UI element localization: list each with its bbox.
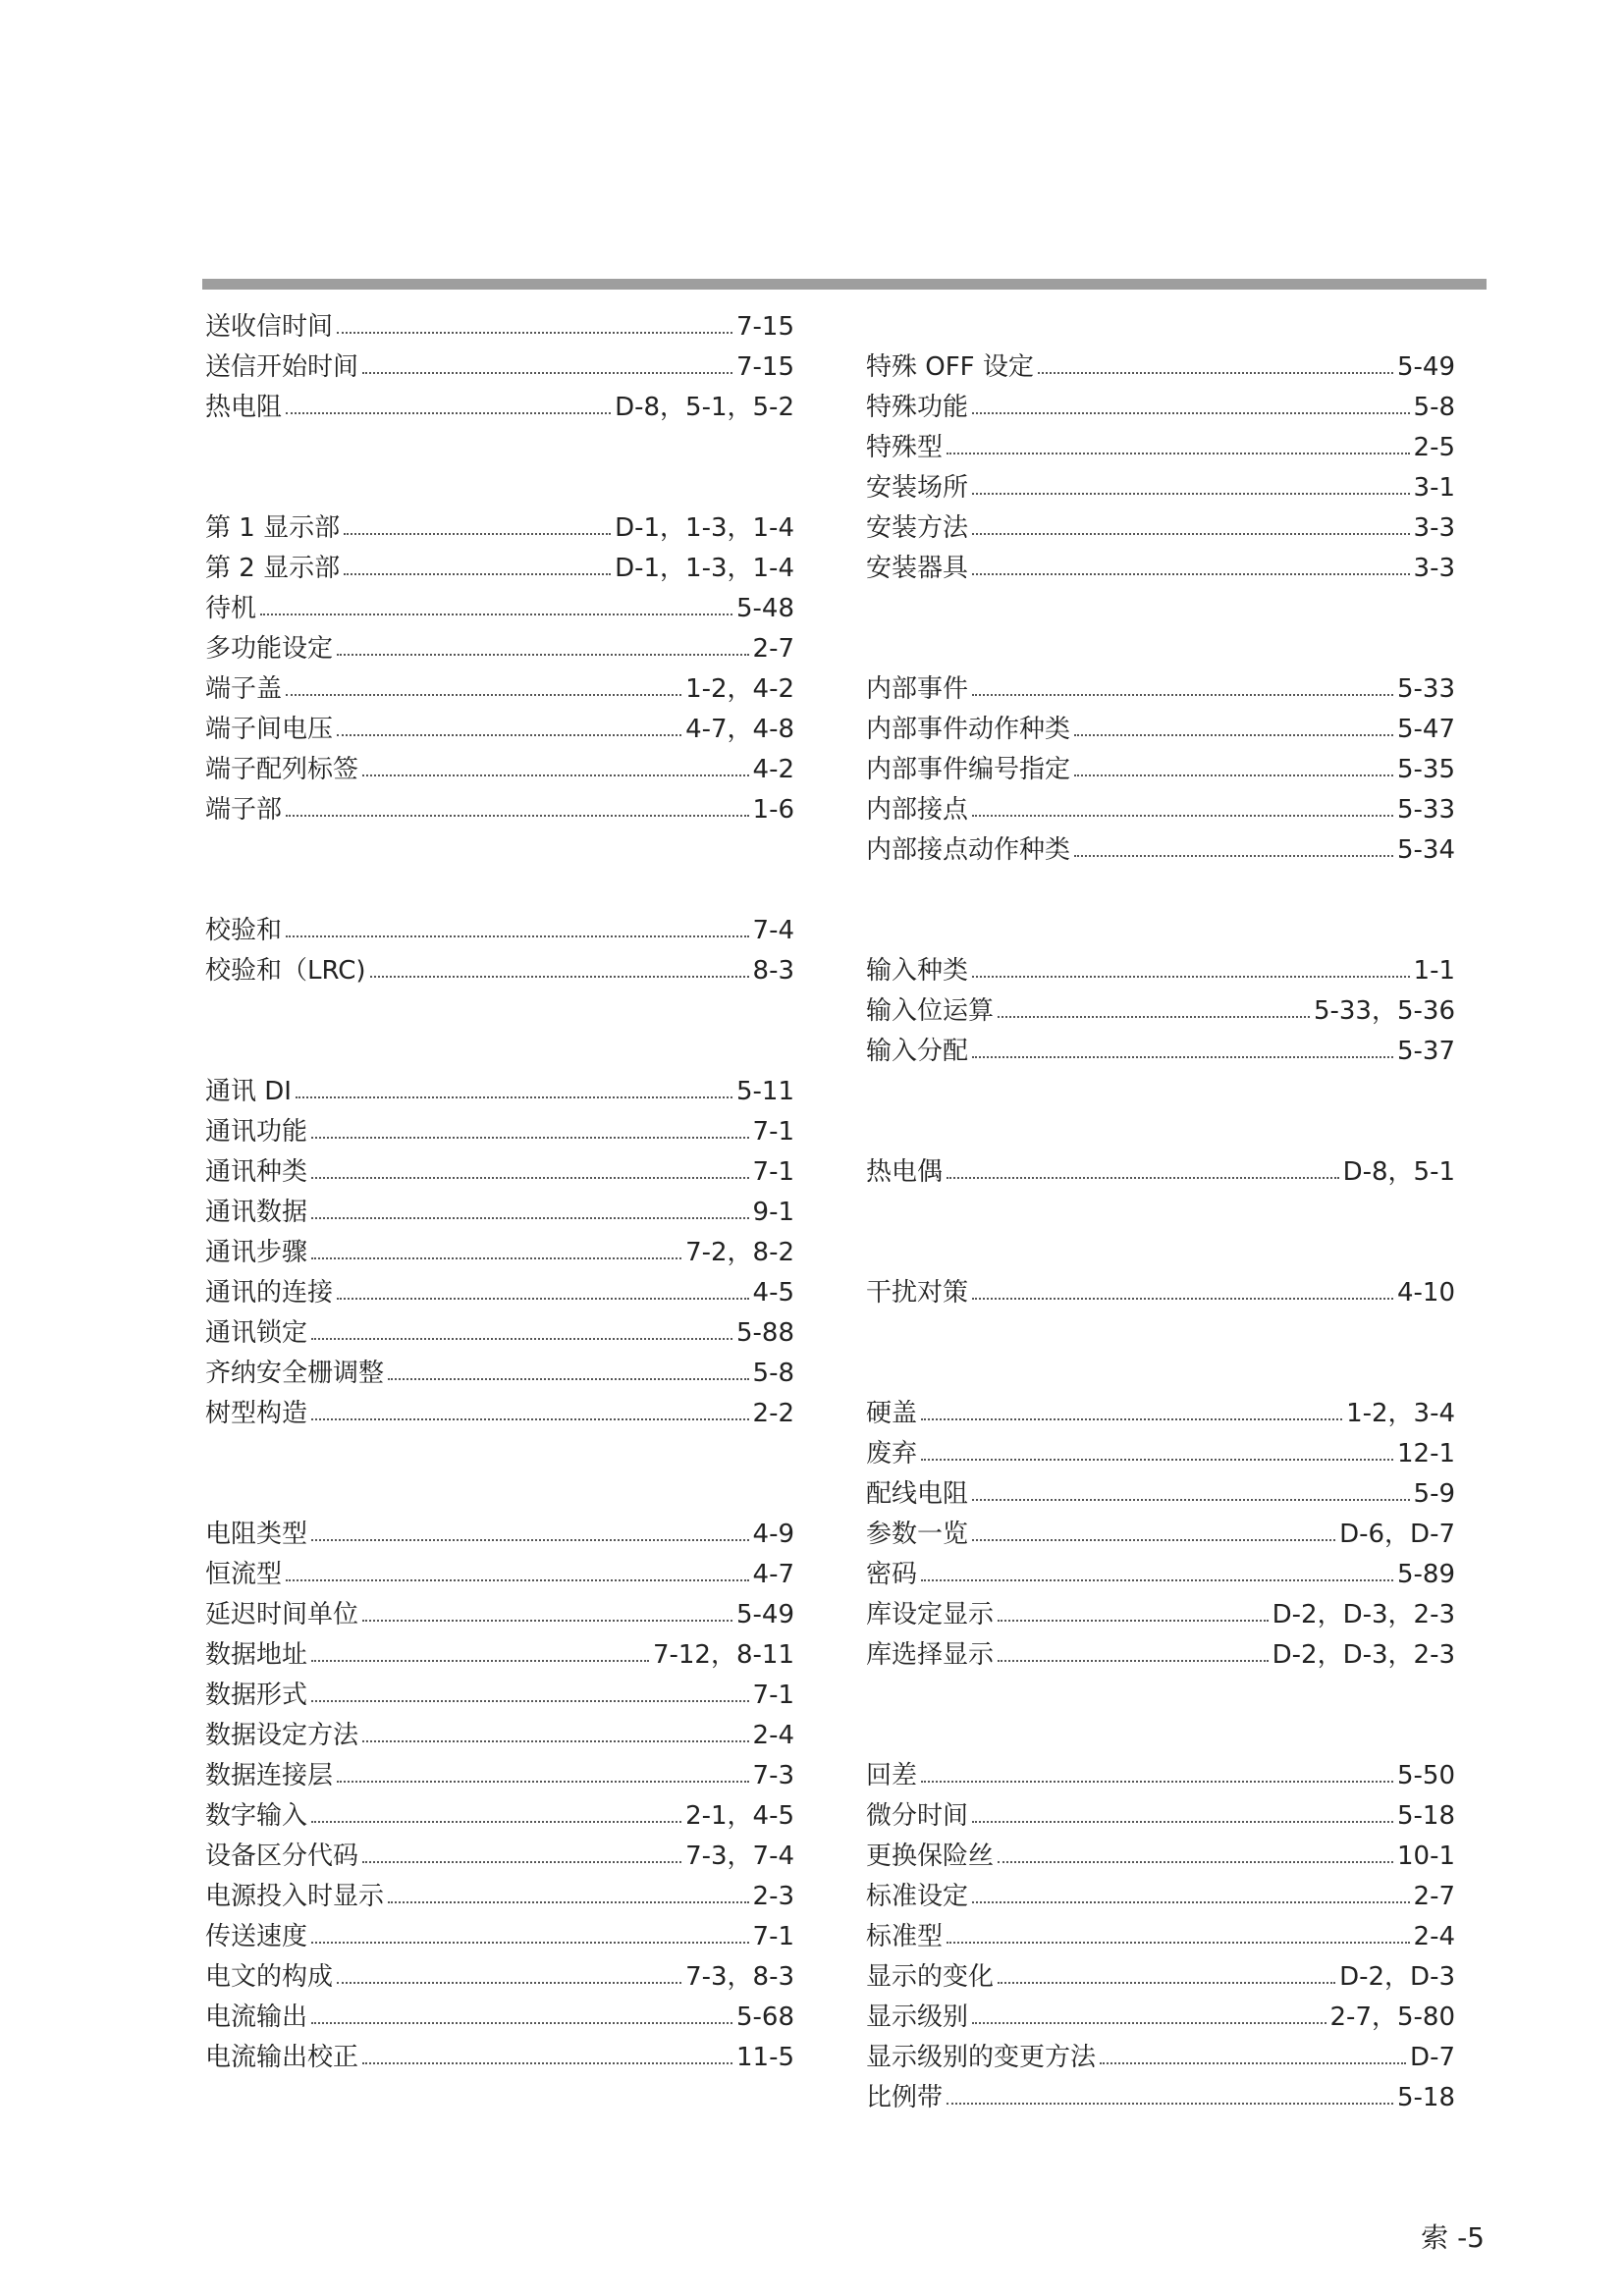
index-term: 树型构造	[205, 1399, 308, 1428]
index-entry	[205, 589, 794, 629]
dot-leader	[337, 1982, 681, 1984]
index-entry	[205, 951, 794, 991]
index-term: 通讯锁定	[205, 1318, 308, 1348]
index-entry	[205, 1837, 794, 1877]
index-term: 特殊型	[866, 433, 944, 462]
index-term: 安装场所	[866, 473, 969, 503]
index-term: 特殊 OFF 设定	[866, 352, 1034, 382]
index-entry	[866, 1474, 1455, 1515]
index-term: 通讯的连接	[205, 1278, 334, 1308]
index-term: 通讯步骤	[205, 1238, 308, 1267]
dot-leader	[1100, 2062, 1406, 2064]
index-entry	[866, 388, 1455, 428]
index-entry	[866, 549, 1455, 589]
index-term: 密码	[866, 1560, 918, 1589]
index-entry	[205, 347, 794, 388]
dot-leader	[344, 573, 611, 575]
index-term: 比例带	[866, 2083, 944, 2112]
index-entry	[866, 1515, 1455, 1555]
index-term: 标准型	[866, 1922, 944, 1951]
dot-leader	[947, 1177, 1339, 1179]
index-term: 回差	[866, 1761, 918, 1790]
index-term: 显示的变化	[866, 1962, 995, 1992]
index-page-ref: 7-15	[735, 352, 794, 382]
index-entry	[866, 1756, 1455, 1796]
index-page-ref: 2-5	[1413, 433, 1455, 462]
index-entry	[866, 790, 1455, 830]
index-entry	[866, 1917, 1455, 1957]
dot-leader	[998, 1620, 1269, 1622]
index-page-ref: 5-34	[1396, 835, 1455, 865]
index-entry	[205, 549, 794, 589]
index-term: 库设定显示	[866, 1600, 995, 1629]
index-page-ref: 5-49	[1396, 352, 1455, 382]
index-entry	[205, 1635, 794, 1676]
index-page-ref: 5-8	[1413, 393, 1455, 422]
index-term: 内部接点动作种类	[866, 835, 1071, 865]
index-entry	[205, 710, 794, 750]
dot-leader	[344, 533, 611, 535]
index-term: 送信开始时间	[205, 352, 359, 382]
index-entry	[866, 1555, 1455, 1595]
index-page-ref: 11-5	[735, 2043, 794, 2072]
group-gap	[866, 1676, 1455, 1756]
index-entry	[866, 508, 1455, 549]
dot-leader	[362, 774, 749, 776]
index-page-ref: 5-89	[1396, 1560, 1455, 1589]
page-number: 索 -5	[1421, 2221, 1485, 2254]
index-page-ref: D-1，1-3，1-4	[615, 513, 794, 543]
index-page-ref: 2-4	[752, 1721, 794, 1750]
index-page-ref: 2-1，4-5	[685, 1801, 794, 1831]
index-term: 数据连接层	[205, 1761, 334, 1790]
index-page-ref: 4-7	[752, 1560, 794, 1589]
dot-leader	[998, 1660, 1269, 1662]
index-term: 电流输出	[205, 2002, 308, 2032]
index-page-ref: 5-18	[1396, 2083, 1455, 2112]
index-term: 安装器具	[866, 554, 969, 583]
index-entry	[205, 1313, 794, 1354]
dot-leader	[921, 1579, 1393, 1581]
index-term: 库选择显示	[866, 1640, 995, 1670]
dot-leader	[972, 976, 1410, 978]
index-term: 数据地址	[205, 1640, 308, 1670]
index-term: 数字输入	[205, 1801, 308, 1831]
index-term: 端子配列标签	[205, 755, 359, 784]
index-entry	[205, 1998, 794, 2038]
index-entry	[205, 1796, 794, 1837]
dot-leader	[311, 1177, 749, 1179]
index-term: 输入位运算	[866, 996, 995, 1026]
dot-leader	[362, 1861, 681, 1863]
index-term: 硬盖	[866, 1399, 918, 1428]
index-term: 热电偶	[866, 1157, 944, 1187]
dot-leader	[972, 1298, 1393, 1300]
dot-leader	[286, 1579, 749, 1581]
group-gap	[866, 871, 1455, 951]
index-page-ref: 5-49	[735, 1600, 794, 1629]
index-entry	[866, 347, 1455, 388]
index-entry	[866, 1957, 1455, 1998]
index-page-ref: D-6，D-7	[1339, 1520, 1455, 1549]
index-term: 传送速度	[205, 1922, 308, 1951]
index-entry	[866, 428, 1455, 468]
group-gap	[205, 991, 794, 1072]
index-page-ref: 8-3	[752, 956, 794, 986]
group-gap	[205, 428, 794, 508]
dot-leader	[286, 412, 611, 414]
index-term: 通讯数据	[205, 1198, 308, 1227]
dot-leader	[311, 1418, 749, 1420]
index-entry	[205, 1112, 794, 1152]
dot-leader	[337, 1781, 749, 1783]
index-page-ref: 7-1	[752, 1922, 794, 1951]
index-entry	[866, 1837, 1455, 1877]
index-term: 延迟时间单位	[205, 1600, 359, 1629]
index-entry	[205, 2038, 794, 2078]
dot-leader	[921, 1781, 1393, 1783]
index-entry	[205, 750, 794, 790]
index-entry	[205, 1193, 794, 1233]
index-term: 内部事件编号指定	[866, 755, 1071, 784]
index-page-ref: D-2，D-3	[1339, 1962, 1455, 1992]
index-page-ref: D-2，D-3，2-3	[1272, 1640, 1455, 1670]
group-gap	[866, 1072, 1455, 1152]
index-term: 数据形式	[205, 1681, 308, 1710]
dot-leader	[1074, 734, 1393, 736]
index-page-ref: 5-18	[1396, 1801, 1455, 1831]
dot-leader	[921, 1418, 1342, 1420]
index-entry	[866, 1877, 1455, 1917]
index-page-ref: 3-3	[1413, 513, 1455, 543]
index-page-ref: D-1，1-3，1-4	[615, 554, 794, 583]
dot-leader	[260, 614, 732, 615]
index-page-ref: 1-6	[752, 795, 794, 825]
index-page-ref: 2-7	[752, 634, 794, 664]
index-term: 更换保险丝	[866, 1842, 995, 1871]
dot-leader	[311, 1660, 649, 1662]
index-page-ref: 4-9	[752, 1520, 794, 1549]
index-entry	[866, 1273, 1455, 1313]
dot-leader	[972, 815, 1393, 817]
index-term: 显示级别	[866, 2002, 969, 2032]
dot-leader	[1038, 372, 1393, 374]
dot-leader	[362, 2062, 732, 2064]
index-entry	[866, 830, 1455, 871]
index-entry	[205, 1877, 794, 1917]
index-page-ref: 1-2，4-2	[685, 674, 794, 704]
dot-leader	[998, 1861, 1393, 1863]
index-entry	[866, 951, 1455, 991]
index-entry	[205, 1595, 794, 1635]
index-term: 热电阻	[205, 393, 283, 422]
dot-leader	[947, 1942, 1410, 1944]
index-page-ref: 10-1	[1396, 1842, 1455, 1871]
index-term: 干扰对策	[866, 1278, 969, 1308]
dot-leader	[388, 1901, 749, 1903]
index-entry	[866, 991, 1455, 1032]
index-page-ref: 4-7，4-8	[685, 715, 794, 744]
index-page-ref: 5-33	[1396, 795, 1455, 825]
index-entry	[866, 468, 1455, 508]
dot-leader	[972, 1056, 1393, 1058]
index-term: 端子间电压	[205, 715, 334, 744]
dot-leader	[972, 412, 1410, 414]
index-page-ref: 7-1	[752, 1157, 794, 1187]
index-term: 端子部	[205, 795, 283, 825]
group-gap	[866, 589, 1455, 669]
index-page-ref: 7-4	[752, 916, 794, 945]
index-page-ref: D-8，5-1	[1342, 1157, 1455, 1187]
dot-leader	[311, 1338, 732, 1340]
index-entry	[866, 669, 1455, 710]
index-entry	[205, 1515, 794, 1555]
top-rule	[202, 279, 1487, 290]
dot-leader	[370, 976, 749, 978]
index-page-ref: 5-47	[1396, 715, 1455, 744]
index-term: 内部接点	[866, 795, 969, 825]
dot-leader	[311, 1821, 681, 1823]
index-term: 通讯功能	[205, 1117, 308, 1147]
index-term: 齐纳安全栅调整	[205, 1359, 385, 1388]
index-entry	[205, 1917, 794, 1957]
index-page-ref: 1-2，3-4	[1346, 1399, 1455, 1428]
dot-leader	[311, 1942, 749, 1944]
index-entry	[205, 1354, 794, 1394]
index-entry	[205, 1072, 794, 1112]
index-term: 校验和	[205, 916, 283, 945]
index-entry	[205, 1152, 794, 1193]
index-page-ref: 9-1	[752, 1198, 794, 1227]
index-page-ref: 2-4	[1413, 1922, 1455, 1951]
index-entry	[205, 307, 794, 347]
dot-leader	[972, 694, 1393, 696]
dot-leader	[286, 815, 749, 817]
index-page-ref: 7-3	[752, 1761, 794, 1790]
index-page-ref: 7-3，8-3	[685, 1962, 794, 1992]
index-page-ref: D-2，D-3，2-3	[1272, 1600, 1455, 1629]
index-entry	[866, 1998, 1455, 2038]
index-term: 废弃	[866, 1439, 918, 1468]
index-page-ref: 7-1	[752, 1681, 794, 1710]
dot-leader	[1074, 855, 1393, 857]
index-entry	[205, 1756, 794, 1796]
index-term: 特殊功能	[866, 393, 969, 422]
index-term: 送收信时间	[205, 312, 334, 342]
dot-leader	[337, 332, 732, 334]
index-entry	[205, 790, 794, 830]
index-term: 输入分配	[866, 1037, 969, 1066]
dot-leader	[972, 2022, 1326, 2024]
dot-leader	[362, 1740, 749, 1742]
index-entry	[866, 2078, 1455, 2118]
index-term: 端子盖	[205, 674, 283, 704]
dot-leader	[337, 734, 681, 736]
dot-leader	[388, 1378, 749, 1380]
dot-leader	[972, 493, 1410, 495]
index-column-left	[205, 307, 794, 2078]
index-entry	[205, 1676, 794, 1716]
index-term: 电源投入时显示	[205, 1882, 385, 1911]
index-page-ref: 5-9	[1413, 1479, 1455, 1509]
index-page-ref: 7-2，8-2	[685, 1238, 794, 1267]
index-page-ref: 12-1	[1396, 1439, 1455, 1468]
index-entry	[866, 1796, 1455, 1837]
dot-leader	[311, 1700, 749, 1702]
index-entry	[866, 1434, 1455, 1474]
index-entry	[205, 388, 794, 428]
dot-leader	[972, 533, 1410, 535]
index-page-ref: 5-88	[735, 1318, 794, 1348]
dot-leader	[1074, 774, 1393, 776]
index-term: 安装方法	[866, 513, 969, 543]
index-term: 配线电阻	[866, 1479, 969, 1509]
dot-leader	[311, 2022, 732, 2024]
index-term: 第 1 显示部	[205, 513, 341, 543]
index-entry	[205, 1394, 794, 1434]
index-term: 通讯种类	[205, 1157, 308, 1187]
group-gap	[205, 1434, 794, 1515]
index-entry	[866, 1152, 1455, 1193]
index-term: 输入种类	[866, 956, 969, 986]
index-term: 电流输出校正	[205, 2043, 359, 2072]
index-term: 电阻类型	[205, 1520, 308, 1549]
dot-leader	[998, 1016, 1310, 1018]
dot-leader	[337, 654, 749, 656]
index-page-ref: 5-11	[735, 1077, 794, 1106]
index-page-ref: 5-68	[735, 2002, 794, 2032]
index-term: 第 2 显示部	[205, 554, 341, 583]
index-entry	[205, 1233, 794, 1273]
group-gap	[866, 1193, 1455, 1273]
index-term: 校验和（LRC)	[205, 956, 366, 986]
index-page-ref: 7-12，8-11	[652, 1640, 794, 1670]
index-entry	[205, 1555, 794, 1595]
dot-leader	[311, 1217, 749, 1219]
index-entry	[205, 1273, 794, 1313]
index-page-ref: 5-35	[1396, 755, 1455, 784]
dot-leader	[972, 1821, 1393, 1823]
index-entry	[205, 669, 794, 710]
index-page-ref: 5-37	[1396, 1037, 1455, 1066]
index-page-ref: 4-2	[752, 755, 794, 784]
index-term: 多功能设定	[205, 634, 334, 664]
index-entry	[205, 1716, 794, 1756]
index-entry	[866, 1635, 1455, 1676]
index-term: 电文的构成	[205, 1962, 334, 1992]
index-page-ref: 7-15	[735, 312, 794, 342]
index-page-ref: 5-8	[752, 1359, 794, 1388]
index-page-ref: 4-10	[1396, 1278, 1455, 1308]
index-page-ref: 2-7	[1413, 1882, 1455, 1911]
index-term: 标准设定	[866, 1882, 969, 1911]
index-page-ref: 1-1	[1413, 956, 1455, 986]
index-entry	[866, 1032, 1455, 1072]
index-entry	[866, 2038, 1455, 2078]
index-term: 内部事件	[866, 674, 969, 704]
index-entry	[866, 1394, 1455, 1434]
index-page-ref: D-8，5-1，5-2	[615, 393, 794, 422]
index-page-ref: D-7	[1410, 2043, 1455, 2072]
dot-leader	[311, 1539, 749, 1541]
index-entry	[205, 629, 794, 669]
dot-leader	[947, 453, 1410, 454]
index-page-ref: 2-3	[752, 1882, 794, 1911]
index-page-ref: 5-48	[735, 594, 794, 623]
dot-leader	[311, 1257, 681, 1259]
dot-leader	[972, 1499, 1410, 1501]
dot-leader	[947, 2103, 1393, 2105]
dot-leader	[921, 1459, 1393, 1461]
index-page-ref: 4-5	[752, 1278, 794, 1308]
index-page-ref: 5-33	[1396, 674, 1455, 704]
index-term: 数据设定方法	[205, 1721, 359, 1750]
index-page-ref: 2-7，5-80	[1329, 2002, 1455, 2032]
index-term: 微分时间	[866, 1801, 969, 1831]
index-term: 通讯 DI	[205, 1077, 292, 1106]
index-term: 内部事件动作种类	[866, 715, 1071, 744]
group-gap	[205, 830, 794, 911]
index-page-ref: 3-3	[1413, 554, 1455, 583]
dot-leader	[972, 1901, 1410, 1903]
dot-leader	[296, 1096, 732, 1098]
dot-leader	[311, 1137, 749, 1139]
index-page-ref: 5-33，5-36	[1313, 996, 1455, 1026]
index-page-ref: 3-1	[1413, 473, 1455, 503]
dot-leader	[286, 935, 749, 937]
index-page-ref: 7-1	[752, 1117, 794, 1147]
group-gap	[866, 1313, 1455, 1394]
index-entry	[866, 750, 1455, 790]
dot-leader	[998, 1982, 1335, 1984]
index-term: 待机	[205, 594, 257, 623]
index-entry	[866, 710, 1455, 750]
dot-leader	[972, 573, 1410, 575]
index-page-ref: 5-50	[1396, 1761, 1455, 1790]
dot-leader	[972, 1539, 1335, 1541]
dot-leader	[362, 372, 732, 374]
index-page-ref: 2-2	[752, 1399, 794, 1428]
index-term: 恒流型	[205, 1560, 283, 1589]
dot-leader	[337, 1298, 749, 1300]
index-entry	[205, 1957, 794, 1998]
index-term: 设备区分代码	[205, 1842, 359, 1871]
index-term: 显示级别的变更方法	[866, 2043, 1097, 2072]
dot-leader	[362, 1620, 732, 1622]
index-entry	[205, 508, 794, 549]
index-entry	[866, 1595, 1455, 1635]
index-page-ref: 7-3，7-4	[685, 1842, 794, 1871]
index-column-right	[866, 347, 1455, 2118]
index-entry	[205, 911, 794, 951]
index-term: 参数一览	[866, 1520, 969, 1549]
dot-leader	[286, 694, 681, 696]
